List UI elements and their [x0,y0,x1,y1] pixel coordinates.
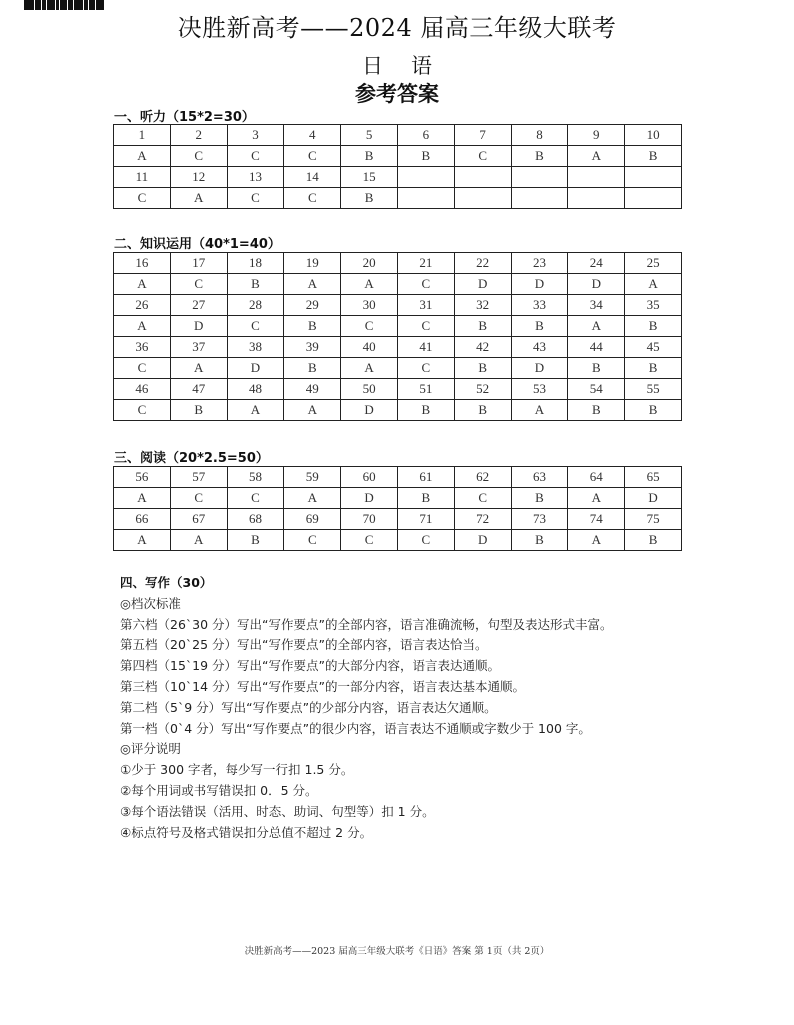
answer-cell: A [284,400,341,421]
writing-line: ④标点符号及格式错误扣分总值不超过 2 分。 [120,824,373,840]
answer-cell: A [568,488,625,509]
answer-cell: B [625,146,682,167]
question-number-cell: 42 [454,337,511,358]
answer-cell: C [227,488,284,509]
answer-cell: C [170,146,227,167]
question-number-row [114,295,682,316]
question-number-cell: 53 [511,379,568,400]
answer-cell [511,188,568,209]
answer-cell: C [227,188,284,209]
question-number-cell: 3 [227,125,284,146]
answer-cell: A [114,146,171,167]
answer-cell: B [625,530,682,551]
writing-line: ◎评分说明 [120,741,181,757]
answer-cell: C [227,316,284,337]
question-number-cell: 2 [170,125,227,146]
answer-cell: D [454,274,511,295]
answer-cell [625,188,682,209]
answer-table-knowledge [113,252,682,421]
question-number-cell: 15 [341,167,398,188]
answer-cell: C [114,400,171,421]
question-number-cell: 69 [284,509,341,530]
question-number-cell: 65 [625,467,682,488]
question-number-cell: 12 [170,167,227,188]
answer-cell: D [454,530,511,551]
answer-cell: B [341,146,398,167]
answer-row [114,400,682,421]
question-number-cell [625,167,682,188]
answer-table-reading [113,466,682,551]
question-number-cell: 54 [568,379,625,400]
answer-cell: C [397,316,454,337]
answer-row [114,530,682,551]
question-number-cell: 22 [454,253,511,274]
question-number-cell: 64 [568,467,625,488]
answer-row [114,358,682,379]
answer-row [114,188,682,209]
question-number-cell: 57 [170,467,227,488]
question-number-cell: 58 [227,467,284,488]
answer-cell: B [397,400,454,421]
question-number-cell: 40 [341,337,398,358]
answer-cell: C [284,530,341,551]
answer-cell: B [454,316,511,337]
question-number-cell: 61 [397,467,454,488]
question-number-cell: 59 [284,467,341,488]
question-number-cell: 32 [454,295,511,316]
writing-section [120,573,613,843]
question-number-cell: 18 [227,253,284,274]
answer-cell: D [227,358,284,379]
question-number-cell: 7 [454,125,511,146]
question-number-cell: 9 [568,125,625,146]
question-number-cell: 27 [170,295,227,316]
answer-cell: B [511,488,568,509]
answer-cell: A [568,316,625,337]
answer-table-listening [113,124,682,209]
question-number-cell: 4 [284,125,341,146]
answer-cell: C [227,146,284,167]
answer-cell: B [170,400,227,421]
writing-line: ②每个用词或书写错误扣 0．5 分。 [120,782,318,798]
question-number-cell: 41 [397,337,454,358]
answer-cell: C [341,530,398,551]
answer-cell: B [284,358,341,379]
answer-cell: A [114,488,171,509]
question-number-cell: 43 [511,337,568,358]
question-number-cell: 17 [170,253,227,274]
answer-cell: A [341,358,398,379]
question-number-cell: 49 [284,379,341,400]
answer-cell: D [341,488,398,509]
answer-cell: D [568,274,625,295]
question-number-cell: 19 [284,253,341,274]
answer-cell: C [114,358,171,379]
answer-cell: B [341,188,398,209]
answer-cell: A [170,188,227,209]
question-number-cell: 11 [114,167,171,188]
question-number-cell: 51 [397,379,454,400]
question-number-cell: 13 [227,167,284,188]
answer-cell: D [511,358,568,379]
answer-cell: D [511,274,568,295]
answer-cell: A [114,316,171,337]
answer-cell: C [284,188,341,209]
question-number-cell: 34 [568,295,625,316]
section-heading-reading: 三、阅读（20*2.5=50） [114,451,269,466]
writing-line: 第一档（0`4 分）写出“写作要点”的很少内容，语言表达不通顺或字数少于 100 字。 [120,720,591,736]
question-number-cell: 23 [511,253,568,274]
answer-cell: D [341,400,398,421]
question-number-cell: 71 [397,509,454,530]
question-number-cell [454,167,511,188]
answer-cell: A [114,274,171,295]
answer-cell: A [284,274,341,295]
answer-cell: D [625,488,682,509]
question-number-cell: 24 [568,253,625,274]
question-number-row [114,125,682,146]
question-number-cell: 5 [341,125,398,146]
answer-cell: B [625,400,682,421]
answer-row [114,316,682,337]
question-number-cell: 25 [625,253,682,274]
question-number-cell: 45 [625,337,682,358]
question-number-row [114,167,682,188]
question-number-cell: 46 [114,379,171,400]
page-footer: 决胜新高考——2023 届高三年级大联考《日语》答案 第 1页（共 2页） [244,946,550,957]
question-number-cell: 74 [568,509,625,530]
answer-cell: C [341,316,398,337]
question-number-row [114,509,682,530]
writing-line: ◎档次标准 [120,595,181,611]
answer-cell: C [170,274,227,295]
answer-cell: B [511,316,568,337]
writing-line: 第二档（5`9 分）写出“写作要点”的少部分内容，语言表达欠通顺。 [120,699,497,715]
section-heading-listening: 一、听力（15*2=30） [114,110,255,125]
writing-line: 第六档（26`30 分）写出“写作要点”的全部内容，语言准确流畅，句型及表达形式丰富。 [120,616,613,632]
answer-cell: B [454,358,511,379]
question-number-row [114,337,682,358]
question-number-cell: 10 [625,125,682,146]
question-number-cell: 20 [341,253,398,274]
answer-cell: A [114,530,171,551]
answer-cell: C [397,530,454,551]
answer-cell: A [568,530,625,551]
question-number-cell: 6 [397,125,454,146]
question-number-cell: 39 [284,337,341,358]
answer-cell: B [227,274,284,295]
question-number-cell: 44 [568,337,625,358]
question-number-cell: 38 [227,337,284,358]
question-number-cell: 63 [511,467,568,488]
answer-cell: A [341,274,398,295]
writing-line: 第三档（10`14 分）写出“写作要点”的一部分内容，语言表达基本通顺。 [120,678,525,694]
answer-cell: B [568,358,625,379]
question-number-cell: 16 [114,253,171,274]
question-number-cell: 14 [284,167,341,188]
answer-cell: C [454,488,511,509]
answer-cell: A [625,274,682,295]
question-number-cell: 28 [227,295,284,316]
question-number-row [114,467,682,488]
question-number-cell: 37 [170,337,227,358]
answer-cell: A [284,488,341,509]
document-title: 决胜新高考——2024 届高三年级大联考 [177,14,617,42]
section-heading-knowledge: 二、知识运用（40*1=40） [114,237,281,252]
question-number-cell: 55 [625,379,682,400]
answer-cell [397,188,454,209]
subject-label: 日语 [362,54,460,78]
question-number-cell: 36 [114,337,171,358]
answer-cell: C [454,146,511,167]
question-number-cell: 73 [511,509,568,530]
answer-cell: B [227,530,284,551]
question-number-cell: 29 [284,295,341,316]
question-number-cell: 56 [114,467,171,488]
answer-cell: B [568,400,625,421]
question-number-cell: 21 [397,253,454,274]
answer-cell: C [397,358,454,379]
answer-cell: B [397,146,454,167]
question-number-cell: 75 [625,509,682,530]
question-number-row [114,253,682,274]
answer-cell: B [511,530,568,551]
answer-cell: A [568,146,625,167]
answers-title: 参考答案 [355,82,439,106]
answer-row [114,488,682,509]
question-number-cell: 47 [170,379,227,400]
writing-line: ①少于 300 字者，每少写一行扣 1.5 分。 [120,762,354,778]
section-heading-writing: 四、写作（30） [120,575,213,590]
answer-cell: B [397,488,454,509]
question-number-cell [511,167,568,188]
answer-cell: C [114,188,171,209]
answer-cell: A [511,400,568,421]
answer-cell: B [625,316,682,337]
question-number-cell [397,167,454,188]
question-number-cell: 70 [341,509,398,530]
answer-cell: B [284,316,341,337]
question-number-cell: 72 [454,509,511,530]
question-number-cell [568,167,625,188]
answer-row [114,274,682,295]
writing-line: ③每个语法错误（活用、时态、助词、句型等）扣 1 分。 [120,803,435,819]
answer-row [114,146,682,167]
answer-cell [454,188,511,209]
question-number-cell: 33 [511,295,568,316]
answer-cell: B [625,358,682,379]
question-number-cell: 26 [114,295,171,316]
answer-cell: A [170,358,227,379]
question-number-cell: 1 [114,125,171,146]
question-number-cell: 30 [341,295,398,316]
answer-cell: C [284,146,341,167]
question-number-cell: 67 [170,509,227,530]
answer-cell: C [397,274,454,295]
question-number-cell: 52 [454,379,511,400]
question-number-cell: 66 [114,509,171,530]
answer-cell: B [454,400,511,421]
answer-cell: B [511,146,568,167]
question-number-cell: 68 [227,509,284,530]
question-number-cell: 50 [341,379,398,400]
answer-cell: A [170,530,227,551]
question-number-cell: 62 [454,467,511,488]
question-number-cell: 60 [341,467,398,488]
question-number-cell: 48 [227,379,284,400]
writing-line: 第四档（15`19 分）写出“写作要点”的大部分内容，语言表达通顺。 [120,658,500,674]
answer-cell: A [227,400,284,421]
question-number-cell: 8 [511,125,568,146]
question-number-cell: 35 [625,295,682,316]
writing-line: 第五档（20`25 分）写出“写作要点”的全部内容，语言表达恰当。 [120,637,488,653]
answer-cell: D [170,316,227,337]
answer-cell [568,188,625,209]
question-number-cell: 31 [397,295,454,316]
question-number-row [114,379,682,400]
answer-cell: C [170,488,227,509]
